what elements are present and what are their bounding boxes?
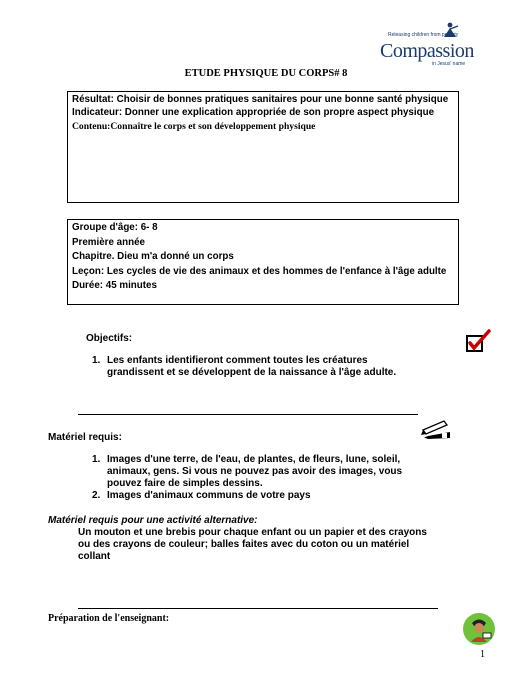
list-item-text: Images d'une terre, de l'eau, de plantes, de fleurs, lune, soleil, animaux, gens. Si vous ne pouvez pas avoir des images, vous pouvez faire de simples dessins. [107,454,403,489]
divider-line [78,608,438,609]
duration-line: Durée: 45 minutes [72,280,157,291]
list-item [92,355,422,379]
list-item [92,490,432,502]
alternative-materials-heading: Matériel requis pour une activité alternative: [48,515,258,526]
objectives-heading: Objectifs: [86,333,133,344]
teacher-icon [462,612,496,646]
checkbox-check-icon [465,328,491,354]
teacher-preparation-heading: Préparation de l'enseignant: [48,613,170,624]
divider-line [78,414,418,415]
outcome-box [67,91,459,203]
resultat-line: Résultat: Choisir de bonnes pratiques sanitaires pour une bonne santé physique [72,94,449,105]
compassion-logo [380,22,480,67]
list-item [92,454,432,490]
alternative-materials-text: Un mouton et une brebis pour chaque enfant ou un papier et des crayons ou des crayons de couleur; balles faites avec du coton ou un matériel collant [78,527,427,562]
page-title: ETUDE PHYSIQUE DU CORPS# 8 [184,68,348,79]
list-item-number: 1. [92,454,101,465]
objectives-list [92,355,422,379]
lesson-line: Leçon: Les cycles de vie des animaux et des hommes de l'enfance à l'âge adulte [72,265,447,277]
contenu-line: Contenu:Connaître le corps et son développement physique [72,121,316,132]
list-item-number: 2. [92,490,101,501]
year-line: Première année [72,236,145,248]
page-number: 1 [480,649,485,660]
list-item-text: Les enfants identifieront comment toutes les créatures grandissent et se développent de la naissance à l'âge adulte. [107,355,397,378]
materials-heading: Matériel requis: [48,432,122,443]
logo-tagline: Releasing children from poverty [388,32,459,38]
logo-name: Compassion [380,40,474,62]
pencil-crayon-icon [420,418,454,440]
age-group-line: Groupe d'âge: 6- 8 [72,222,158,233]
list-item-text: Images d'animaux communs de votre pays [107,490,311,501]
chapter-line: Chapitre. Dieu m'a donné un corps [72,251,234,262]
list-item-number: 1. [92,355,101,366]
logo-subline: in Jesus' name [432,61,466,67]
materials-list [92,454,432,502]
lesson-info-box [67,219,459,305]
indicateur-line: Indicateur: Donner une explication appropriée de son propre aspect physique [72,106,435,118]
